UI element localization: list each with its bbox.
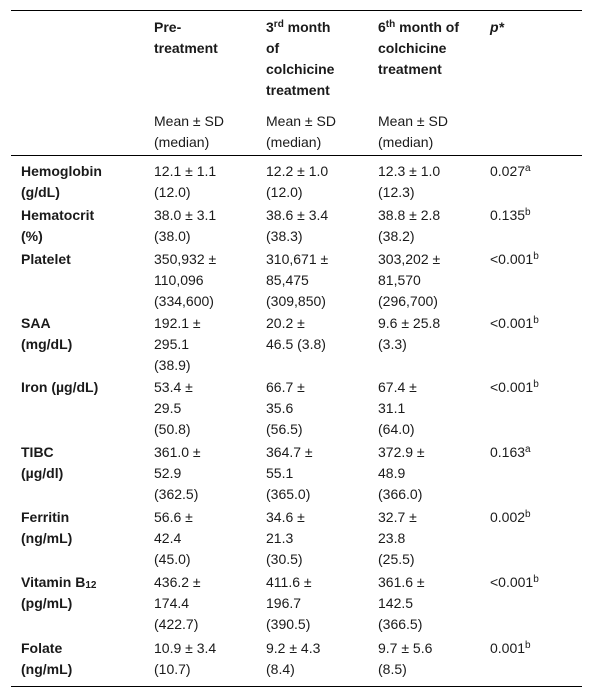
cell-p: <0.001$^b$	[490, 379, 539, 395]
row-label: Folate (ng/mL)	[21, 640, 73, 677]
cell-p: 0.001$^b$	[490, 640, 531, 656]
header-stat-3rd: Mean ± SD (median)	[266, 113, 336, 150]
header-bottom-rule	[11, 155, 582, 156]
cell-3rd: 411.6 ± 196.7 (390.5)	[266, 574, 312, 632]
row-label: Ferritin (ng/mL)	[21, 509, 73, 546]
cell-p: 0.002$^b$	[490, 509, 531, 525]
header-pre-treatment: Pre- treatment	[154, 19, 218, 56]
cell-pre: 192.1 ± 295.1 (38.9)	[154, 315, 201, 373]
header-stat-6th: Mean ± SD (median)	[378, 113, 448, 150]
row-label: Platelet	[21, 251, 71, 267]
cell-3rd: 9.2 ± 4.3 (8.4)	[266, 640, 321, 677]
cell-6th: 9.6 ± 25.8 (3.3)	[378, 315, 441, 352]
cell-pre: 350,932 ± 110,096 (334,600)	[154, 251, 217, 309]
cell-3rd: 364.7 ± 55.1 (365.0)	[266, 444, 313, 502]
cell-pre: 10.9 ± 3.4 (10.7)	[154, 640, 217, 677]
cell-3rd: 38.6 ± 3.4 (38.3)	[266, 207, 329, 244]
cell-3rd: 20.2 ± 46.5 (3.8)	[266, 315, 326, 352]
row-label: Hematocrit (%)	[21, 207, 95, 244]
cell-p: 0.135$^b$	[490, 207, 531, 223]
cell-6th: 38.8 ± 2.8 (38.2)	[378, 207, 441, 244]
cell-p: 0.027$^a$	[490, 163, 531, 179]
cell-3rd: 66.7 ± 35.6 (56.5)	[266, 379, 305, 437]
header-6th-month: 6th month of colchicine treatment	[378, 19, 460, 77]
cell-3rd: 34.6 ± 21.3 (30.5)	[266, 509, 305, 567]
cell-3rd: 310,671 ± 85,475 (309,850)	[266, 251, 329, 309]
cell-3rd: 12.2 ± 1.0 (12.0)	[266, 163, 329, 200]
cell-p: <0.001$^b$	[490, 251, 539, 267]
cell-6th: 32.7 ± 23.8 (25.5)	[378, 509, 417, 567]
table-bottom-rule	[11, 686, 582, 687]
cell-pre: 53.4 ± 29.5 (50.8)	[154, 379, 193, 437]
header-stat-pre: Mean ± SD (median)	[154, 113, 224, 150]
cell-6th: 372.9 ± 48.9 (366.0)	[378, 444, 425, 502]
cell-p: 0.163$^a$	[490, 444, 531, 460]
row-label: TIBC (µg/dl)	[21, 444, 64, 481]
cell-6th: 9.7 ± 5.6 (8.5)	[378, 640, 433, 677]
cell-pre: 38.0 ± 3.1 (38.0)	[154, 207, 217, 244]
header-3rd-month: 3rd month of colchicine treatment	[266, 19, 335, 98]
table-top-rule	[11, 10, 582, 11]
cell-pre: 56.6 ± 42.4 (45.0)	[154, 509, 193, 567]
cell-pre: 361.0 ± 52.9 (362.5)	[154, 444, 201, 502]
cell-6th: 303,202 ± 81,570 (296,700)	[378, 251, 441, 309]
header-p-value: p*	[490, 19, 504, 35]
cell-6th: 67.4 ± 31.1 (64.0)	[378, 379, 417, 437]
cell-p: <0.001$^b$	[490, 315, 539, 331]
row-label: SAA (mg/dL)	[21, 315, 73, 352]
cell-pre: 436.2 ± 174.4 (422.7)	[154, 574, 201, 632]
row-label: Hemoglobin (g/dL)	[21, 163, 102, 200]
row-label: Iron (µg/dL)	[21, 379, 99, 395]
cell-6th: 361.6 ± 142.5 (366.5)	[378, 574, 425, 632]
cell-6th: 12.3 ± 1.0 (12.3)	[378, 163, 441, 200]
cell-pre: 12.1 ± 1.1 (12.0)	[154, 163, 217, 200]
row-label: Vitamin $B_{12}$ (pg/mL)	[21, 574, 97, 611]
cell-p: <0.001$^b$	[490, 574, 539, 590]
